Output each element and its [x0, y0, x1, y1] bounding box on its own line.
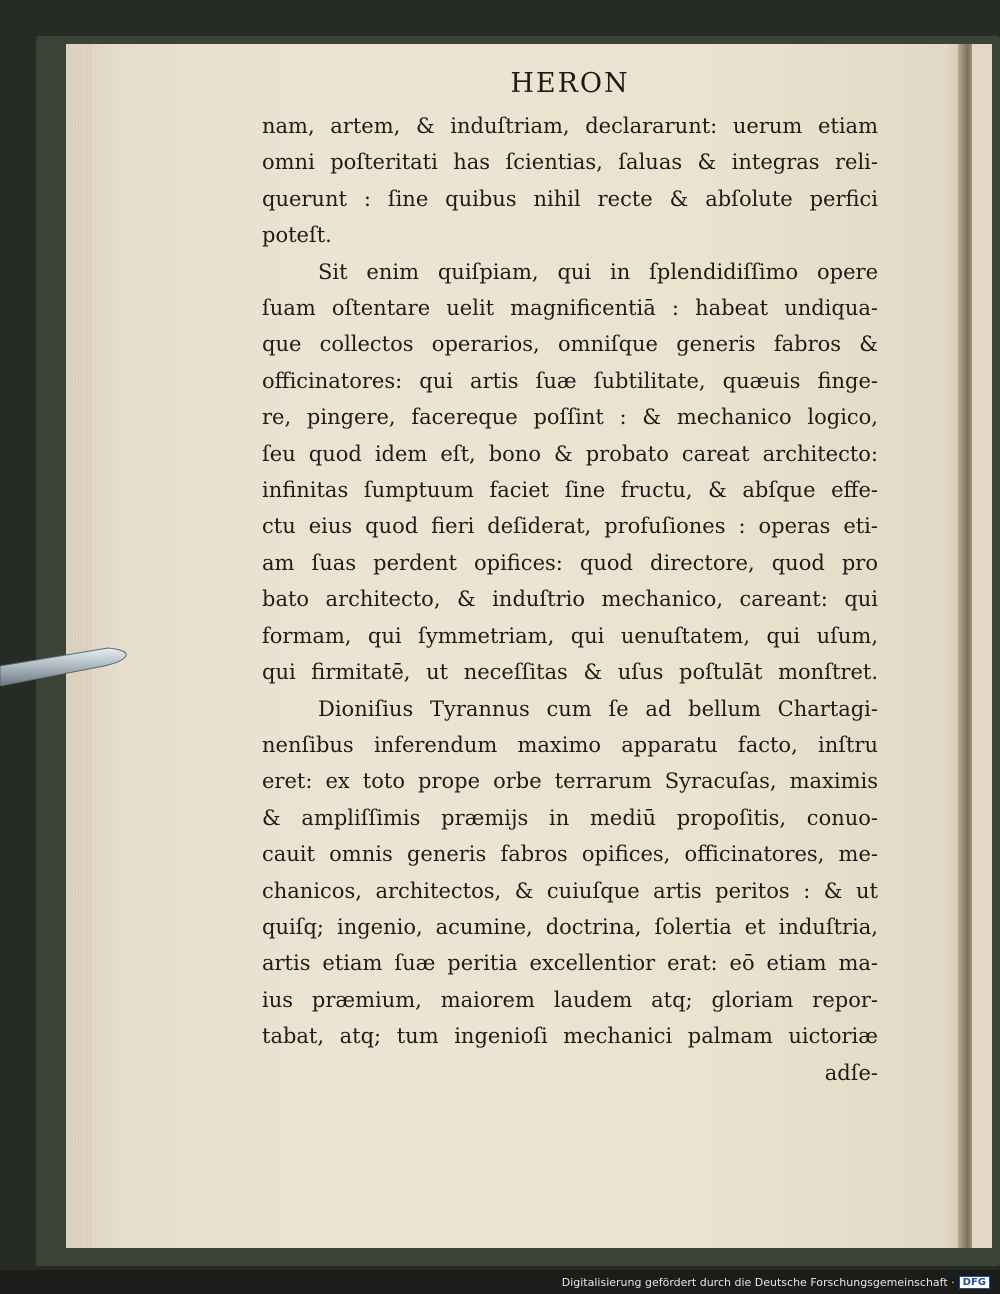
text-line: am ſuas perdent opifices: quod directore, quod pro — [262, 550, 878, 575]
text-line: querunt : ſine quibus nihil recte & abſolute perfici — [262, 186, 878, 211]
text-line: Dioniſius Tyrannus cum ſe ad bellum Chartagi- — [318, 696, 878, 721]
pointer-stylus-icon — [0, 642, 130, 686]
text-line: ſuam oſtentare uelit magnificentiā : habeat undiqua- — [262, 296, 878, 321]
text-line: artis etiam ſuæ peritia excellentior erat: eō etiam ma- — [262, 951, 878, 976]
text-line: & ampliſſimis præmijs in mediū propoſitis, conuo- — [262, 805, 878, 830]
text-line: qui firmitatē, ut neceſſitas & uſus poſtulāt monſtret. — [262, 660, 878, 685]
text-line: formam, qui ſymmetriam, qui uenuſtatem, qui uſum, — [262, 623, 878, 648]
text-line: omni poſteritati has ſcientias, ſaluas & integras reli- — [262, 150, 878, 175]
text-line: tabat, atq; tum ingenioſi mechanici palmam uictoriæ — [262, 1024, 878, 1049]
text-line: ius præmium, maiorem laudem atq; gloriam repor- — [262, 987, 878, 1012]
text-line: ſeu quod idem eſt, bono & probato careat architecto: — [262, 441, 878, 466]
text-line: ctu eius quod fieri deſiderat, profuſiones : operas eti- — [262, 514, 878, 539]
text-line: Sit enim quiſpiam, qui in ſplendidiſſimo opere — [318, 259, 878, 284]
text-line: quiſq; ingenio, acumine, doctrina, ſolertia et induſtria, — [262, 914, 878, 939]
text-line: re, pingere, facereque poſſint : & mechanico logico, — [262, 405, 878, 430]
page-text — [262, 108, 878, 1091]
running-head: HERON — [510, 68, 630, 99]
text-line: nenſibus inferendum maximo apparatu facto, inſtru — [262, 732, 878, 757]
catchword: adſe- — [824, 1060, 878, 1085]
facing-page-edge — [972, 44, 992, 1248]
text-line: cauit omnis generis fabros opifices, officinatores, me- — [262, 842, 878, 867]
text-line: officinatores: qui artis ſuæ ſubtilitate, quæuis finge- — [262, 368, 878, 393]
footer-text: Digitalisierung gefördert durch die Deutsche Forschungsgemeinschaft · — [561, 1276, 955, 1289]
text-line: poteſt. — [262, 223, 332, 248]
digitization-credit — [562, 1276, 990, 1289]
text-line: infinitas ſumptuum faciet ſine fructu, & abſque effe- — [262, 478, 878, 503]
text-line: bato architecto, & induſtrio mechanico, careant: qui — [262, 587, 878, 612]
dfg-logo-icon: DFG — [959, 1276, 990, 1289]
text-line: eret: ex toto prope orbe terrarum Syracuſas, maximis — [262, 769, 878, 794]
text-line: que collectos operarios, omniſque generis fabros & — [262, 332, 878, 357]
text-line: chanicos, architectos, & cuiuſque artis peritos : & ut — [262, 878, 878, 903]
text-line: nam, artem, & induſtriam, declararunt: uerum etiam — [262, 114, 878, 138]
